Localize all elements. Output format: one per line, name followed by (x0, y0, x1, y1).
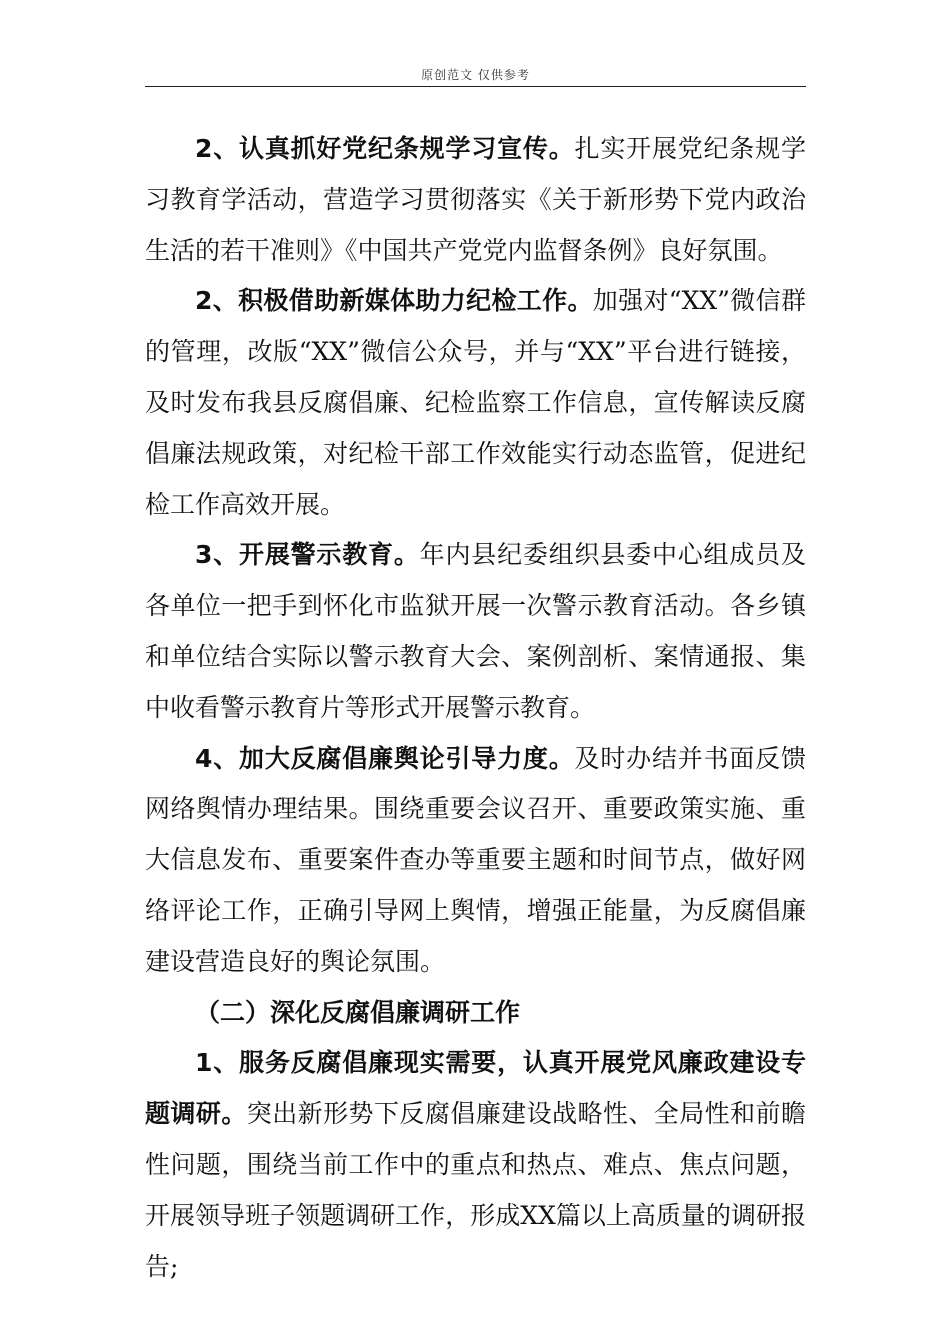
paragraph-lead: 2、积极借助新媒体助力纪检工作。 (195, 286, 593, 316)
paragraph-research (145, 1038, 806, 1292)
paragraph-lead: 1、服务反腐倡廉现实需要，认真开展党风廉政建设专题调研。 (145, 1048, 806, 1129)
paragraph-party-discipline (145, 124, 806, 276)
paragraph-new-media (145, 276, 806, 530)
paragraph-text: 年内县纪委组织县委中心组成员及各单位一把手到怀化市监狱开展一次警示教育活动。各乡镇和单位结合实际以警示教育大会、案例剖析、案情通报、集中收看警示教育片等形式开展警示教育。 (145, 540, 806, 722)
document-body (145, 124, 806, 1292)
paragraph-text: 扎实开展党纪条规学习教育学活动，营造学习贯彻落实《关于新形势下党内政治生活的若干准则》《中国共产党党内监督条例》良好氛围。 (145, 134, 806, 265)
paragraph-lead: 3、开展警示教育。 (195, 540, 420, 570)
paragraph-text: 突出新形势下反腐倡廉建设战略性、全局性和前瞻性问题，围绕当前工作中的重点和热点、难点、焦点问题，开展领导班子领题调研工作，形成XX篇以上高质量的调研报告; (145, 1099, 806, 1281)
section-heading: （二）深化反腐倡廉调研工作 (195, 997, 521, 1027)
header-divider (145, 86, 806, 87)
paragraph-text: 加强对“XX”微信群的管理，改版“XX”微信公众号，并与“XX”平台进行链接，及时发布我县反腐倡廉、纪检监察工作信息，宣传解读反腐倡廉法规政策，对纪检干部工作效能实行动态监管，促进纪检工作高效开展。 (145, 286, 806, 519)
paragraph-text: 及时办结并书面反馈网络舆情办理结果。围绕重要会议召开、重要政策实施、重大信息发布、重要案件查办等重要主题和时间节点，做好网络评论工作，正确引导网上舆情，增强正能量，为反腐倡廉建设营造良好的舆论氛围。 (145, 743, 806, 976)
paragraph-warning-education (145, 530, 806, 733)
paragraph-lead: 4、加大反腐倡廉舆论引导力度。 (195, 743, 575, 773)
page-header: 原创范文 仅供参考 (421, 68, 530, 82)
paragraph-public-opinion (145, 734, 806, 988)
paragraph-lead: 2、认真抓好党纪条规学习宣传。 (195, 134, 575, 163)
